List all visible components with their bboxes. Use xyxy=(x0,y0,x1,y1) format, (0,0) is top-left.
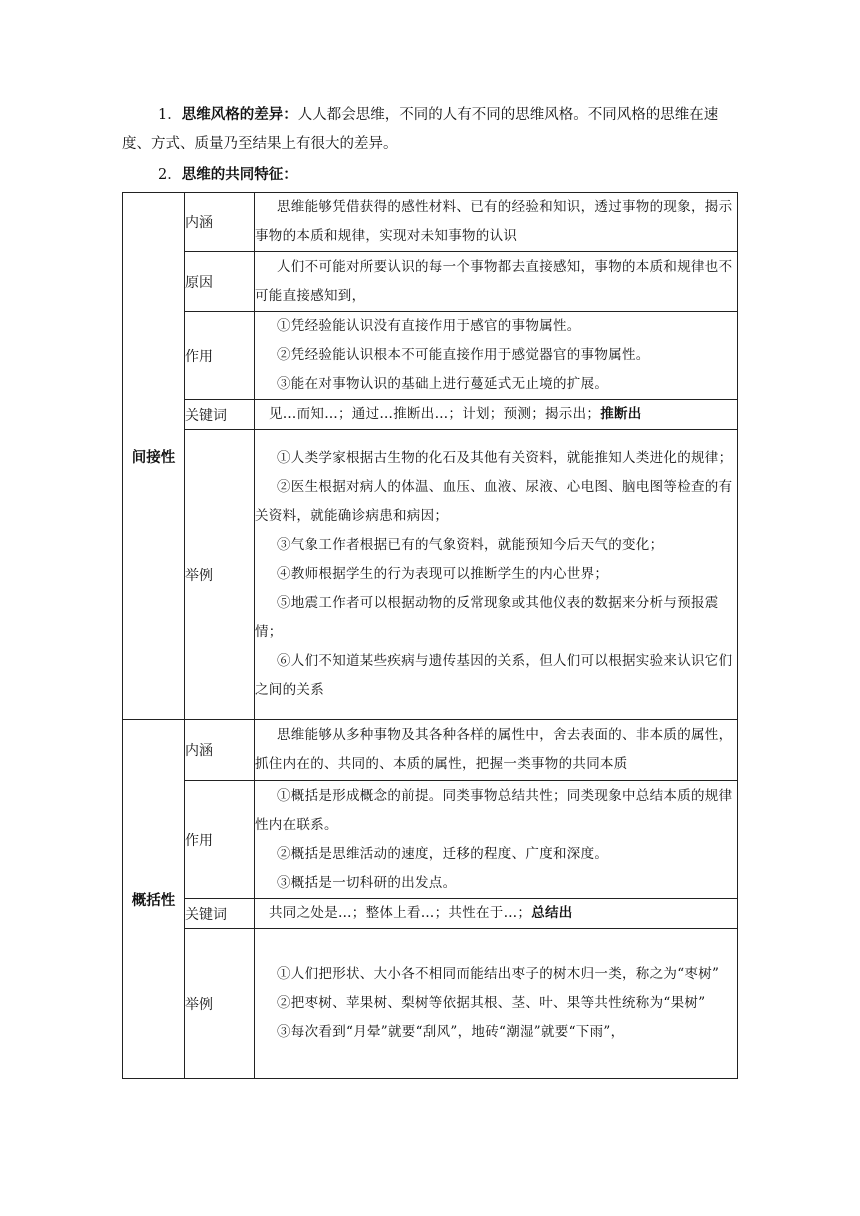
table-row xyxy=(123,312,738,400)
row-label-keywords: 关键词 xyxy=(185,400,255,430)
general-examples xyxy=(255,929,738,1079)
table-row xyxy=(123,430,738,720)
table-row xyxy=(123,899,738,929)
function-item: ②凭经验能认识根本不可能直接作用于感觉器官的事物属性。 xyxy=(277,347,650,363)
category-generality: 概括性 xyxy=(123,720,185,1079)
table-row xyxy=(123,193,738,252)
function-item: ①凭经验能认识没有直接作用于感官的事物属性。 xyxy=(277,318,581,334)
table-row xyxy=(123,720,738,781)
section-2-heading xyxy=(122,160,742,190)
section-1-paragraph xyxy=(122,100,742,159)
example-item: ④教师根据学生的行为表现可以推断学生的内心世界； xyxy=(277,566,609,582)
indirect-functions xyxy=(255,312,738,400)
row-label-function: 作用 xyxy=(185,312,255,400)
table-row xyxy=(123,252,738,312)
function-item: ②概括是思维活动的速度，迁移的程度、广度和深度。 xyxy=(277,845,609,862)
row-label-connotation: 内涵 xyxy=(185,193,255,252)
indirect-reason: 人们不可能对所要认识的每一个事物都去直接感知，事物的本质和规律也不可能直接感知到， xyxy=(255,252,738,312)
section-2-number: 2． xyxy=(158,167,182,183)
category-indirectness: 间接性 xyxy=(123,193,185,720)
function-item: ①概括是形成概念的前提。同类事物总结共性；同类现象中总结本质的规律性内在联系。 xyxy=(255,787,733,833)
table-row xyxy=(123,929,738,1079)
example-item: ①人们把形状、大小各不相同而能结出枣子的树木归一类，称之为“枣树” xyxy=(277,966,720,982)
keyword-highlight: 推断出 xyxy=(600,406,642,422)
general-connotation: 思维能够从多种事物及其各种各样的属性中，舍去表面的、非本质的属性，抓住内在的、共同的、本质的属性，把握一类事物的共同本质 xyxy=(255,720,738,781)
section-1-term: 思维风格的差异： xyxy=(181,106,298,123)
row-label-function: 作用 xyxy=(185,781,255,899)
table-row xyxy=(123,781,738,899)
example-item: ②医生根据对病人的体温、血压、血液、尿液、心电图、脑电图等检查的有关资料，就能确诊病患和病因； xyxy=(255,479,733,524)
table-row xyxy=(123,400,738,430)
example-item: ③每次看到“月晕”就要“刮风”，地砖“潮湿”就要“下雨”， xyxy=(277,1024,625,1040)
example-item: ③气象工作者根据已有的气象资料，就能预知今后天气的变化； xyxy=(277,537,664,553)
function-item: ③能在对事物认识的基础上进行蔓延式无止境的扩展。 xyxy=(277,376,609,392)
section-1-text: 人人都会思维，不同的人有不同的思维风格。不同风格的思维在速度、方式、质量乃至结果上有很大的差异。 xyxy=(122,107,719,152)
example-item: ⑥人们不知道某些疾病与遗传基因的关系，但人们可以根据实验来认识它们之间的关系 xyxy=(255,653,733,698)
keyword-highlight: 总结出 xyxy=(531,905,573,921)
indirect-connotation: 思维能够凭借获得的感性材料、已有的经验和知识，透过事物的现象，揭示事物的本质和规律，实现对未知事物的认识 xyxy=(255,193,738,252)
example-item: ①人类学家根据古生物的化石及其他有关资料，就能推知人类进化的规律； xyxy=(277,450,733,466)
example-item: ⑤地震工作者可以根据动物的反常现象或其他仪表的数据来分析与预报震情； xyxy=(255,595,719,640)
example-item: ②把枣树、苹果树、梨树等依据其根、茎、叶、果等共性统称为“果树” xyxy=(277,995,706,1011)
row-label-reason: 原因 xyxy=(185,252,255,312)
indirect-examples xyxy=(255,430,738,720)
row-label-keywords: 关键词 xyxy=(185,899,255,929)
section-1-number: 1． xyxy=(158,107,182,123)
row-label-connotation: 内涵 xyxy=(185,720,255,781)
features-table xyxy=(122,192,738,1079)
section-2-term: 思维的共同特征： xyxy=(181,166,298,183)
indirect-keywords: 见…而知…；通过…推断出…；计划；预测；揭示出；推断出 xyxy=(255,400,738,430)
row-label-examples: 举例 xyxy=(185,929,255,1079)
general-keywords: 共同之处是…；整体上看…；共性在于…；总结出 xyxy=(255,899,738,929)
general-functions xyxy=(255,781,738,899)
row-label-examples: 举例 xyxy=(185,430,255,720)
function-item: ③概括是一切科研的出发点。 xyxy=(277,874,457,891)
